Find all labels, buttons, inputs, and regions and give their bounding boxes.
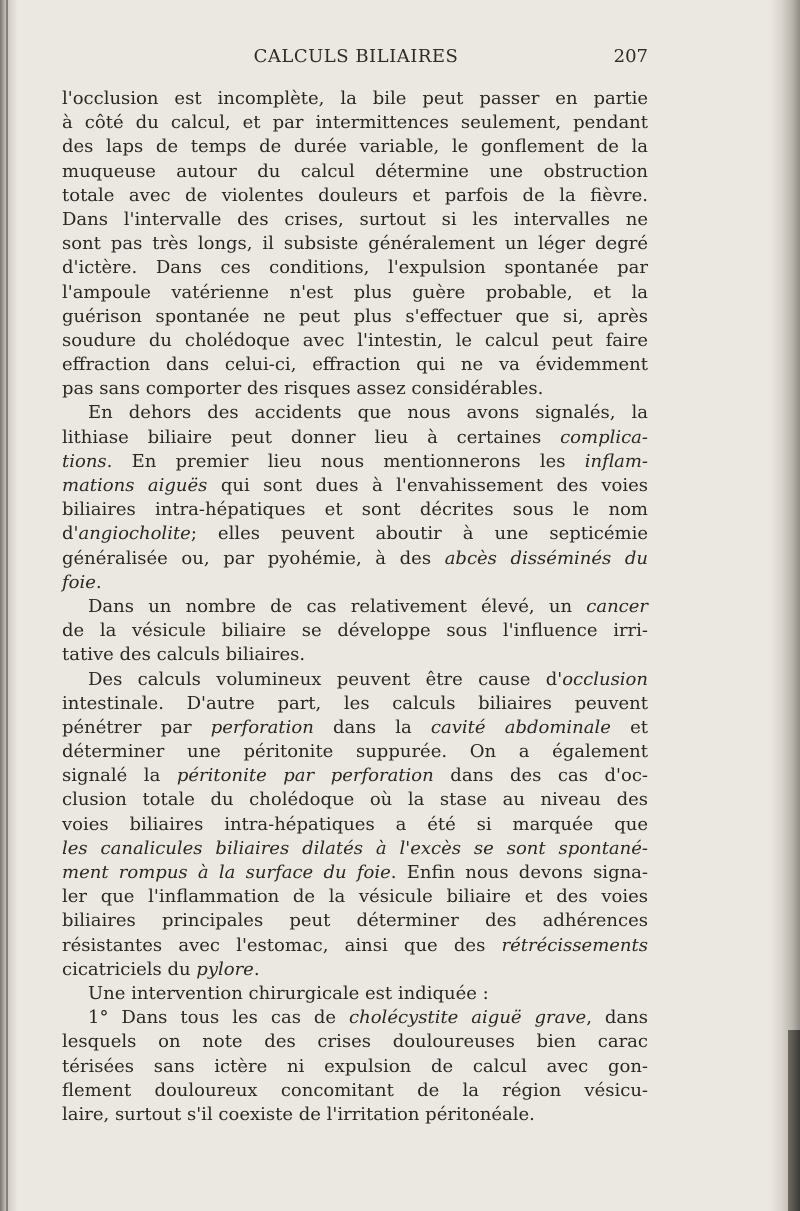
page-left-edge [0,0,18,1211]
page-corner-shadow [788,1030,800,1211]
text-line [62,87,648,111]
text-line [62,281,648,305]
text-line [62,885,648,909]
text-line [62,450,648,474]
text-span: signalé la [62,765,177,787]
text-span: de la vésicule biliaire se développe sous l'influence irri- [62,620,648,642]
text-span: Des calculs volumineux peuvent être cause d' [88,668,563,690]
text-span: . [95,571,102,593]
text-span: ler que l'inflammation de la vésicule biliaire et des voies [62,886,648,908]
text-span: et [610,716,648,738]
text-line [62,692,648,716]
text-span: effraction dans celui-ci, effraction qui ne va évidemment [62,354,648,376]
text-line [62,619,648,643]
text-span: pénétrer par [62,716,211,738]
text-span: laire, surtout s'il coexiste de l'irritation péritonéale. [62,1103,535,1125]
italic-term: occlusion [562,668,648,690]
italic-term: les canalicules biliaires dilatés à l'excès se sont spontané- [62,837,648,859]
text-span: pas sans comporter des risques assez considérables. [62,378,544,400]
text-span: ; elles peuvent aboutir à une septicémie [190,523,648,545]
italic-term: ment rompus à la surface du foie [62,862,391,883]
italic-term: mations aiguës [62,475,208,496]
text-line [62,522,648,546]
running-title: CALCULS BILIAIRES [253,46,459,67]
italic-term: complica- [560,426,648,448]
text-line [62,934,648,958]
text-line [62,909,648,933]
italic-term: cholécystite aiguë grave [349,1007,587,1029]
italic-term: inflam- [584,450,648,472]
text-span: dans la [313,716,431,738]
text-line [62,329,648,353]
text-span: généralisée ou, par pyohémie, à des [62,547,445,569]
text-line [62,643,648,667]
text-span: Une intervention chirurgicale est indiquée : [88,982,489,1004]
text-line [62,813,648,837]
text-line [62,764,648,788]
italic-term: tions [62,450,107,472]
text-line [62,958,648,982]
text-line [62,160,648,184]
italic-term: rétrécissements [501,934,648,956]
text-line [62,1055,648,1079]
text-span: qui sont dues à l'envahissement des voies [207,475,649,496]
text-span: d'ictère. Dans ces conditions, l'expulsion spontanée par [62,257,648,279]
text-span: l'occlusion est incomplète, la bile peut passer en partie [62,88,648,109]
italic-term: péritonite par perforation [176,765,434,787]
text-span: . [253,958,260,980]
text-span: biliaires principales peut déterminer des adhérences [62,910,648,932]
text-span: biliaires intra-hépatiques et sont décrites sous le nom [62,499,648,521]
text-line [62,1079,648,1103]
text-span: soudure du cholédoque avec l'intestin, le calcul peut faire [62,329,648,351]
text-span: voies biliaires intra-hépatiques a été si marquée que [62,813,648,835]
text-span: totale avec de violentes douleurs et parfois de la fièvre. [62,184,648,206]
page-number: 207 [613,46,648,67]
text-line [62,1103,648,1127]
text-span: lesquels on note des crises douloureuses bien carac [62,1031,648,1053]
text-span: . Enfin nous devons signa- [390,862,648,883]
text-line [62,474,648,498]
italic-term: angiocholite [78,523,191,545]
italic-term: foie [62,571,96,593]
text-line [62,305,648,329]
text-span: tative des calculs biliaires. [62,644,306,666]
body-text [62,87,648,1127]
text-line [62,232,648,256]
italic-term: perforation [210,716,314,738]
text-line [62,401,648,425]
text-span: clusion totale du cholédoque où la stase au niveau des [62,789,648,811]
text-line [62,498,648,522]
text-line [62,861,648,885]
text-line [62,184,648,208]
text-line [62,595,648,619]
text-span: 1° Dans tous les cas de [88,1007,350,1029]
text-span: résistantes avec l'estomac, ainsi que des [62,934,502,956]
text-span: l'ampoule vatérienne n'est plus guère probable, et la [62,281,648,303]
text-line [62,716,648,740]
text-line [62,1030,648,1054]
text-line [62,256,648,280]
text-span: des laps de temps de durée variable, le gonflement de la [62,136,648,158]
text-line [62,377,648,401]
text-line [62,1006,648,1030]
italic-term: cavité abdominale [430,716,611,738]
text-span: . En premier lieu nous mentionnerons les [106,450,585,472]
binding-rule [6,0,8,1211]
text-span: sont pas très longs, il subsiste généralement un léger degré [62,233,648,255]
text-span: Dans un nombre de cas relativement élevé, un [88,595,587,617]
text-line [62,571,648,595]
text-span: térisées sans ictère ni expulsion de calcul avec gon- [62,1055,648,1077]
text-line [62,135,648,159]
text-span: , dans [586,1007,648,1029]
text-line [62,982,648,1006]
text-line [62,111,648,135]
italic-term: pylore [196,958,254,980]
text-line [62,788,648,812]
text-span: cicatriciels du [62,958,197,980]
text-span: muqueuse autour du calcul détermine une obstruction [62,160,648,182]
italic-term: abcès disséminés du [444,547,648,569]
text-span: Dans l'intervalle des crises, surtout si les intervalles ne [62,208,648,230]
text-line [62,426,648,450]
text-line [62,740,648,764]
text-span: guérison spontanée ne peut plus s'effectuer que si, après [62,305,648,327]
text-span: à côté du calcul, et par intermittences seulement, pendant [62,112,648,134]
text-span: d' [62,523,79,545]
text-line [62,547,648,571]
text-span: En dehors des accidents que nous avons signalés, la [88,402,648,424]
text-span: intestinale. D'autre part, les calculs biliaires peuvent [62,692,648,714]
text-span: déterminer une péritonite suppurée. On a également [62,741,648,763]
text-line [62,668,648,692]
page-header [62,46,650,76]
text-line [62,353,648,377]
text-line [62,837,648,861]
text-span: dans des cas d'oc- [433,765,648,787]
text-line [62,208,648,232]
text-span: lithiase biliaire peut donner lieu à certaines [62,426,561,448]
italic-term: cancer [586,595,648,617]
text-span: flement douloureux concomitant de la région vésicu- [62,1079,648,1101]
